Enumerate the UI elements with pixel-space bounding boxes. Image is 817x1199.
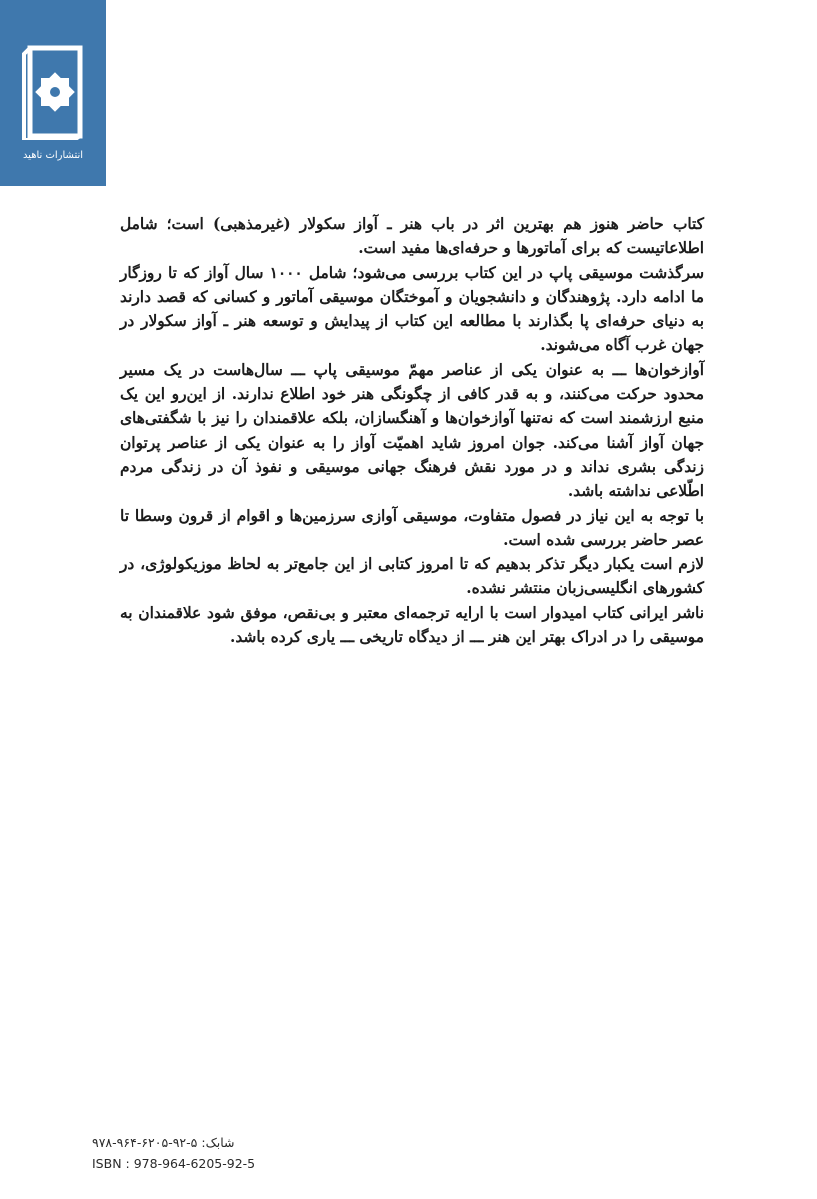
publisher-logo-block	[0, 0, 106, 186]
paragraph: سرگذشت موسیقی پاپ در این کتاب بررسی می‌شود؛ شامل ۱۰۰۰ سال آواز که تا روزگار ما ادامه دارد. پژوهندگان و دانشجویان و آموختگان موسیقی آماتور و کسانی که قصد دارند به دنیای حرفه‌ای پا بگذارند با مطالعه این کتاب از پیدایش و توسعه هنر ـ آواز سکولار در جهان غرب آگاه می‌شوند.	[120, 263, 704, 355]
publisher-name: انتشارات ناهید	[22, 150, 84, 161]
book-star-logo-icon	[22, 44, 86, 140]
paragraph: کتاب حاضر هنوز هم بهترین اثر در باب هنر ـ آواز سکولار (غیرمذهبی) است؛ شامل اطلاعاتیست که برای آماتورها و حرفه‌ای‌ها مفید است.	[120, 215, 704, 258]
paragraph: ناشر ایرانی کتاب امیدوار است با ارایه ترجمه‌ای معتبر و بی‌نقص، موفق شود علاقمندان به موسیقی را در ادراک بهتر این هنر ـــ از دیدگاه تاریخی ـــ یاری کرده باشد.	[120, 603, 704, 647]
paragraph: آوازخوان‌ها ـــ به عنوان یکی از عناصر مهمّ موسیقی پاپ ـــ سال‌هاست در یک مسیر محدود حرکت می‌کنند، و به قدر کافی از چگونگی هنر خود اطلاع ندارند. از این‌رو این یک منبع ارزشمند است که نه‌تنها آوازخوان‌ها و آهنگسازان، بلکه علاقمندان را نیز با شگفتی‌های جهان آواز آشنا می‌کند. جوان امروز شاید اهمیّت آواز را به عنوان یکی از عناصر پرتوان زندگی بشری نداند و در مورد نقش فرهنگ جهانی موسیقی و نفوذ آن در زندگی مردم اطّلاعی نداشته باشد.	[120, 360, 704, 501]
paragraph: با توجه به این نیاز در فصول متفاوت، موسیقی آوازی سرزمین‌ها و اقوام از قرون وسطا تا عصر حاضر بررسی شده است.	[120, 506, 704, 549]
isbn-latin: ISBN : 978-964-6205-92-5	[92, 1156, 256, 1171]
paragraph: لازم است یکبار دیگر تذکر بدهیم که تا امروز کتابی از این جامع‌تر به لحاظ موزیکولوژی، در کشورهای انگلیسی‌زبان منتشر نشده.	[120, 555, 704, 598]
isbn-persian: شابک: ۵-۹۲-۶۲۰۵-۹۶۴-۹۷۸	[92, 1135, 235, 1150]
back-cover-text	[120, 212, 704, 649]
isbn-block	[92, 1132, 332, 1174]
